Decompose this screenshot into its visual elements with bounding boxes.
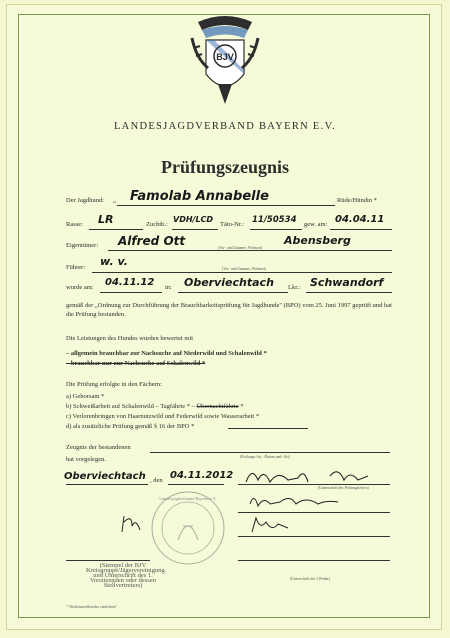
owner-value: Alfred Ott <box>118 234 186 248</box>
issue-place-value: Oberviechtach <box>64 471 146 482</box>
bjv-logo-icon <box>188 8 262 108</box>
cert-text-2: hat vorgelegen. <box>66 456 106 463</box>
cert-hint: (Prüfungs-Art, -Datum und -Ort) <box>240 455 290 459</box>
svg-text:BJV: BJV <box>216 52 234 62</box>
district-label: Lkr.: <box>288 284 301 291</box>
dog-name-value: Famolab Annabelle <box>130 189 269 204</box>
subject-c: c) Verlorenbringen von Haarnutzwild und Federwild sowie Wasserarbeit * <box>66 413 260 420</box>
regulation-text: gemäß der „Ordnung zur Durchführung der Brauchbarkeitsprüfung für Jagdhunde" (BPO) vom 25. Juni 1997 geprüft und hat die Prüfung bestanden. <box>66 302 392 318</box>
studbook-label: Zuchtb.: <box>146 221 168 228</box>
official-stamp <box>143 488 233 568</box>
footnote: * Nichtzutreffendes streichen! <box>66 604 117 609</box>
owner-label: Eigentümer: <box>66 242 99 249</box>
issue-separator: , den <box>150 477 163 484</box>
owner-hint: (Vor- und Zuname, Wohnort) <box>218 246 263 250</box>
breed-value: LR <box>98 213 114 226</box>
sex-options: Rüde/Hündin * <box>337 197 377 204</box>
rating-option-1: – allgemein brauchbar zur Nachsuche auf Niederwild und Schalenwild * <box>66 350 267 357</box>
born-label: gew. am: <box>304 221 328 228</box>
subjects-intro: Die Prüfung erfolgte in den Fächern: <box>66 381 162 388</box>
handler-label: Führer: <box>66 264 86 271</box>
born-value: 04.04.11 <box>335 214 385 225</box>
dog-label: Der Jagdhund: <box>66 197 105 204</box>
tattoo-value: 11/50534 <box>252 215 297 225</box>
subject-b <box>66 403 244 410</box>
subject-b-star: * <box>240 403 244 410</box>
subject-a: a) Gehorsam * <box>66 393 105 400</box>
cert-text-1: Zeugnis der bestandenen <box>66 444 131 451</box>
date-value: 04.11.12 <box>105 277 155 288</box>
leader-signature-hint: (Unterschrift des Prüfungsleiters) <box>318 486 369 490</box>
studbook-value: VDH/LCD <box>173 215 214 224</box>
rating-option-2: – brauchbar nur zur Nachsuche auf Schalenwild * <box>66 360 206 367</box>
place-value: Oberviechtach <box>184 276 274 289</box>
subject-b-struck: Übernachtfährte <box>196 403 239 410</box>
stamp-hint: (Stempel der BJV Kreisgruppe/Jägervereinigung und Unterschrift des 1. Vorsitzenden oder dessen Stellvertreters) <box>86 562 165 589</box>
issue-date-value: 04.11.2012 <box>170 470 234 481</box>
tattoo-label: Täto-Nr.: <box>220 221 245 228</box>
chairman-signature <box>118 512 146 536</box>
breed-label: Rasse: <box>66 221 83 228</box>
owner-place-value: Abensberg <box>284 234 351 247</box>
organization-name: LANDESJAGDVERBAND BAYERN E.V. <box>113 121 337 132</box>
handler-value: w. v. <box>100 255 128 268</box>
district-value: Schwandorf <box>310 276 384 289</box>
subject-b-text: b) Schweißarbeit auf Schalenwild – Tagfährte * – <box>66 403 195 410</box>
judge-signature-2 <box>248 514 328 536</box>
handler-hint: (Vor- und Zuname, Wohnort) <box>222 267 267 271</box>
in-label: in: <box>165 284 172 291</box>
dog-prefix: „ <box>113 197 116 204</box>
judges-signature-hint: (Unterschrift der 3 Prüfer) <box>290 577 330 581</box>
rating-intro: Die Leistungen des Hundes wurden bewertet mit <box>66 335 194 342</box>
subject-d: d) als zusätzliche Prüfung gemäß § 16 der BPO * <box>66 423 195 430</box>
judge-signature-1 <box>246 490 366 512</box>
page-title: Prüfungszeugnis <box>160 157 290 177</box>
svg-text:Landesjagdverband Bayern e.V.: Landesjagdverband Bayern e.V. <box>159 496 217 501</box>
date-label: wurde am: <box>66 284 94 291</box>
